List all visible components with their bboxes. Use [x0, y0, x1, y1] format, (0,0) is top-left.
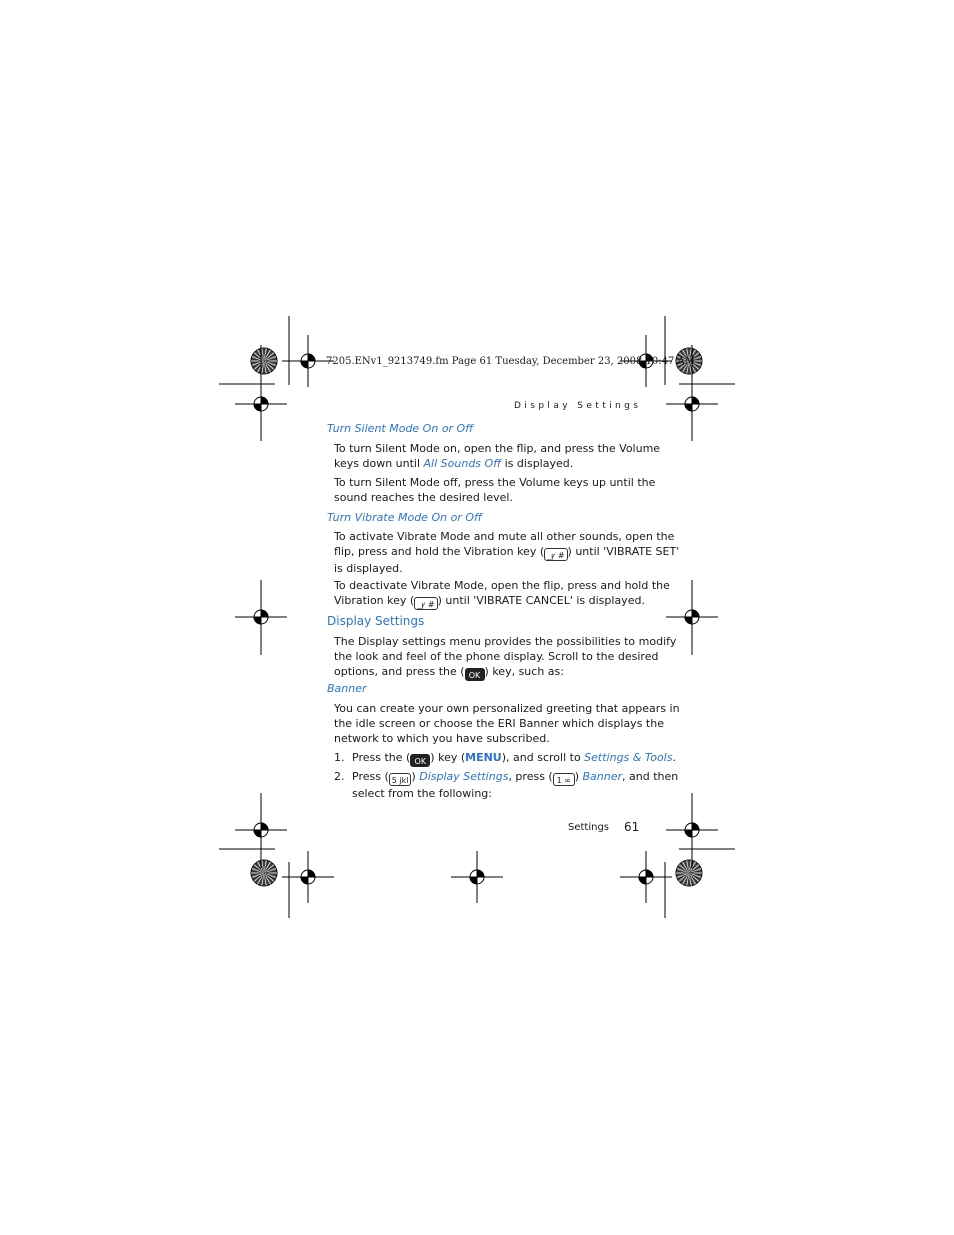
text: To turn Silent Mode on, open the flip, and press the Volume [334, 442, 661, 455]
ok-key-icon: OK [465, 668, 485, 681]
banner-paragraph [334, 701, 680, 746]
text: Vibration key ( [334, 594, 415, 607]
text: Press the ( [352, 751, 411, 764]
running-head: Display Settings [514, 401, 642, 411]
text: To turn Silent Mode off, press the Volume keys up until the [334, 476, 656, 489]
banner-step-1 [334, 750, 676, 767]
text: The Display settings menu provides the possibilities to modify [334, 635, 677, 648]
text: ) until 'VIBRATE SET' [567, 545, 680, 558]
settings-tools-term: Settings & Tools [584, 751, 673, 764]
text: keys down until [334, 457, 424, 470]
display-settings-term: Display Settings [419, 770, 509, 783]
text: ) key ( [430, 751, 466, 764]
text: You can create your own personalized greeting that appears in [334, 702, 680, 715]
text: , and then [622, 770, 679, 783]
silent-mode-paragraph-2 [334, 475, 655, 505]
text: ), and scroll to [501, 751, 585, 764]
text: ) key, such as: [484, 665, 564, 678]
text: network to which you have subscribed. [334, 732, 550, 745]
banner-term: Banner [582, 770, 623, 783]
ok-key-icon: OK [410, 754, 430, 767]
text: is displayed. [334, 562, 403, 575]
starburst-target-icon [251, 860, 277, 886]
registration-crosshair-icon [282, 851, 334, 903]
footer-section-label: Settings [568, 822, 610, 833]
registration-crosshair-icon [620, 851, 672, 903]
step-number: 2. [334, 770, 345, 783]
text: ) until 'VIBRATE CANCEL' is displayed. [437, 594, 645, 607]
text: ) [574, 770, 583, 783]
vibrate-mode-paragraph-2 [334, 578, 670, 610]
step-number: 1. [334, 751, 345, 764]
vibrate-mode-heading: Turn Vibrate Mode On or Off [327, 511, 482, 524]
page-number: 61 [624, 820, 640, 834]
menu-label: MENU [465, 751, 502, 764]
key-5-icon: 5 jkl [389, 773, 412, 786]
text: the look and feel of the phone display. Scroll to the desired [334, 650, 659, 663]
text: flip, press and hold the Vibration key ( [334, 545, 545, 558]
text: . [672, 751, 676, 764]
all-sounds-off-term: All Sounds Off [423, 457, 502, 470]
slug-line: 7205.ENv1_9213749.fm Page 61 Tuesday, December 23, 2008 10:47 AM [326, 356, 695, 367]
silent-mode-heading: Turn Silent Mode On or Off [327, 422, 474, 435]
text: ) [411, 770, 420, 783]
vibration-key-icon: _ꝩ # [414, 597, 437, 610]
silent-mode-paragraph-1 [334, 441, 660, 471]
banner-step-2 [334, 769, 678, 801]
text: is displayed. [501, 457, 574, 470]
key-1-icon: 1 ∞ [553, 773, 575, 786]
starburst-target-icon [251, 348, 277, 374]
registration-crosshair-icon [451, 851, 503, 903]
text: select from the following: [352, 787, 492, 800]
banner-heading: Banner [327, 682, 367, 695]
vibrate-mode-paragraph-1 [334, 529, 679, 576]
starburst-target-icon [676, 860, 702, 886]
text: options, and press the ( [334, 665, 465, 678]
text: sound reaches the desired level. [334, 491, 513, 504]
vibration-key-icon: _ꝩ # [544, 548, 567, 561]
display-settings-paragraph [334, 634, 676, 681]
text: , press ( [508, 770, 553, 783]
text: Press ( [352, 770, 389, 783]
text: To deactivate Vibrate Mode, open the flip, press and hold the [334, 579, 670, 592]
text: the idle screen or choose the ERI Banner which displays the [334, 717, 664, 730]
text: To activate Vibrate Mode and mute all other sounds, open the [334, 530, 675, 543]
display-settings-heading: Display Settings [327, 614, 425, 628]
